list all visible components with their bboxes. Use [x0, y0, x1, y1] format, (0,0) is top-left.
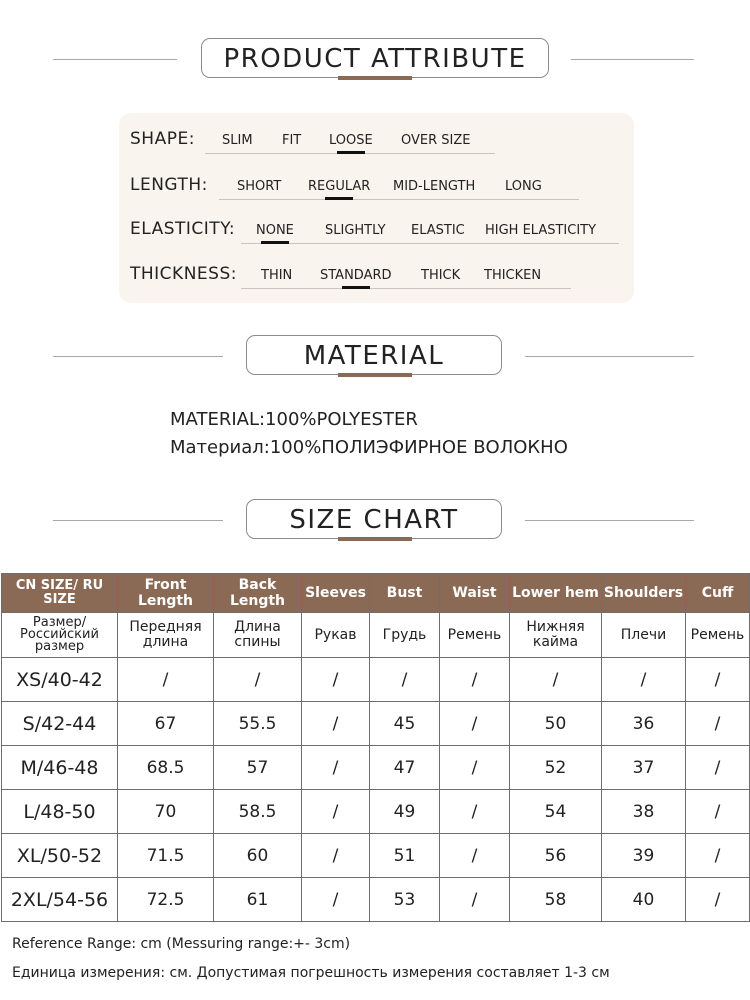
table-cell: 71.5 — [118, 834, 214, 878]
attribute-option: LONG — [505, 179, 542, 194]
material-russian: Материал:100%ПОЛИЭФИРНОЕ ВОЛОКНО — [170, 437, 568, 458]
table-row — [2, 878, 750, 922]
table-cell: 67 — [118, 702, 214, 746]
attribute-label: ELASTICITY: — [130, 219, 236, 239]
material-title: MATERIAL — [246, 335, 502, 375]
header-ru: Нижняя кайма — [510, 613, 602, 658]
table-cell: 38 — [602, 790, 686, 834]
title-accent-bar — [338, 537, 412, 541]
table-row — [2, 702, 750, 746]
attribute-option: HIGH ELASTICITY — [485, 223, 597, 238]
table-cell: / — [686, 790, 750, 834]
table-cell: L/48-50 — [2, 790, 118, 834]
table-cell: / — [302, 834, 370, 878]
attribute-option: THICKEN — [484, 268, 542, 283]
table-cell: 57 — [214, 746, 302, 790]
table-cell: / — [302, 878, 370, 922]
attribute-rule — [241, 243, 619, 244]
table-cell: / — [686, 702, 750, 746]
header-sleeves: Sleeves — [302, 574, 370, 613]
table-cell: 55.5 — [214, 702, 302, 746]
title-accent-bar — [338, 76, 412, 80]
table-row — [2, 658, 750, 702]
attribute-option: SLIM — [222, 133, 253, 148]
title-accent-bar — [338, 373, 412, 377]
attribute-label: LENGTH: — [130, 175, 208, 195]
size-chart-table — [1, 573, 750, 922]
reference-range-note: Reference Range: cm (Messuring range:+- 3cm) — [12, 936, 351, 952]
measurement-note-russian: Единица измерения: см. Допустимая погрешность измерения составляет 1-3 см — [12, 965, 610, 981]
attribute-option: ELASTIC — [411, 223, 465, 238]
attribute-row-shape — [119, 117, 634, 157]
table-cell: 58.5 — [214, 790, 302, 834]
table-cell: / — [370, 658, 440, 702]
header-lower-hem: Lower hem — [510, 574, 602, 613]
header-shoulders: Shoulders — [602, 574, 686, 613]
table-cell: / — [118, 658, 214, 702]
table-row — [2, 834, 750, 878]
table-cell: / — [302, 658, 370, 702]
header-back-length: Back Length — [214, 574, 302, 613]
table-header-row — [2, 574, 750, 613]
table-cell: / — [440, 658, 510, 702]
attribute-option-selected: REGULAR — [308, 179, 371, 194]
table-cell: 68.5 — [118, 746, 214, 790]
table-cell: / — [510, 658, 602, 702]
attribute-row-thickness — [119, 252, 634, 292]
table-cell: / — [302, 790, 370, 834]
table-cell: XS/40-42 — [2, 658, 118, 702]
divider-left — [53, 59, 177, 60]
attribute-row-elasticity — [119, 207, 634, 247]
header-cuff: Cuff — [686, 574, 750, 613]
table-cell: / — [440, 702, 510, 746]
table-cell: / — [214, 658, 302, 702]
table-cell: 52 — [510, 746, 602, 790]
table-cell: 58 — [510, 878, 602, 922]
header-bust: Bust — [370, 574, 440, 613]
table-cell: XL/50-52 — [2, 834, 118, 878]
divider-right — [525, 520, 694, 521]
table-cell: / — [302, 702, 370, 746]
attribute-option-selected: LOOSE — [329, 133, 373, 148]
attribute-option: THIN — [261, 268, 293, 283]
table-cell: 50 — [510, 702, 602, 746]
table-cell: 70 — [118, 790, 214, 834]
table-cell: 37 — [602, 746, 686, 790]
attribute-row-length — [119, 163, 634, 203]
table-cell: / — [602, 658, 686, 702]
table-cell: 47 — [370, 746, 440, 790]
attribute-label: SHAPE: — [130, 129, 195, 149]
attribute-option: FIT — [282, 133, 302, 148]
header-ru: Грудь — [370, 613, 440, 658]
table-cell: 39 — [602, 834, 686, 878]
table-row — [2, 746, 750, 790]
table-cell: M/46-48 — [2, 746, 118, 790]
table-cell: 72.5 — [118, 878, 214, 922]
attribute-option: SLIGHTLY — [325, 223, 386, 238]
divider-right — [571, 59, 694, 60]
header-front-length: Front Length — [118, 574, 214, 613]
table-cell: / — [440, 834, 510, 878]
table-cell: 2XL/54-56 — [2, 878, 118, 922]
header-ru: Ремень — [440, 613, 510, 658]
table-cell: 53 — [370, 878, 440, 922]
header-ru: Ремень — [686, 613, 750, 658]
table-cell: 54 — [510, 790, 602, 834]
header-ru: Размер/ Российский размер — [2, 613, 118, 658]
divider-left — [53, 520, 223, 521]
attribute-option: THICK — [421, 268, 461, 283]
product-attribute-title: PRODUCT ATTRIBUTE — [201, 38, 549, 78]
table-cell: / — [686, 658, 750, 702]
attribute-option: MID-LENGTH — [393, 179, 476, 194]
table-cell: 60 — [214, 834, 302, 878]
material-english: MATERIAL:100%POLYESTER — [170, 409, 418, 430]
attribute-option: SHORT — [237, 179, 282, 194]
table-cell: / — [440, 790, 510, 834]
table-row — [2, 790, 750, 834]
header-size: CN SIZE/ RU SIZE — [2, 574, 118, 613]
table-cell: / — [440, 878, 510, 922]
table-cell: / — [440, 746, 510, 790]
table-cell: / — [686, 746, 750, 790]
table-cell: S/42-44 — [2, 702, 118, 746]
table-cell: 61 — [214, 878, 302, 922]
table-cell: 45 — [370, 702, 440, 746]
attribute-option-selected: NONE — [256, 223, 294, 238]
attribute-rule — [219, 199, 579, 200]
table-cell: 49 — [370, 790, 440, 834]
table-header-row-russian — [2, 613, 750, 658]
table-cell: / — [686, 834, 750, 878]
table-cell: 51 — [370, 834, 440, 878]
attribute-panel — [119, 113, 634, 303]
table-cell: 40 — [602, 878, 686, 922]
header-ru: Длина спины — [214, 613, 302, 658]
attribute-option: OVER SIZE — [401, 133, 471, 148]
table-cell: 56 — [510, 834, 602, 878]
divider-left — [53, 356, 223, 357]
header-ru: Передняя длина — [118, 613, 214, 658]
attribute-option-selected: STANDARD — [320, 268, 392, 283]
size-chart-title: SIZE CHART — [246, 499, 502, 539]
attribute-label: THICKNESS: — [130, 264, 237, 284]
header-waist: Waist — [440, 574, 510, 613]
table-cell: / — [686, 878, 750, 922]
table-cell: 36 — [602, 702, 686, 746]
divider-right — [525, 356, 694, 357]
header-ru: Плечи — [602, 613, 686, 658]
header-ru: Рукав — [302, 613, 370, 658]
table-cell: / — [302, 746, 370, 790]
attribute-rule — [241, 288, 571, 289]
